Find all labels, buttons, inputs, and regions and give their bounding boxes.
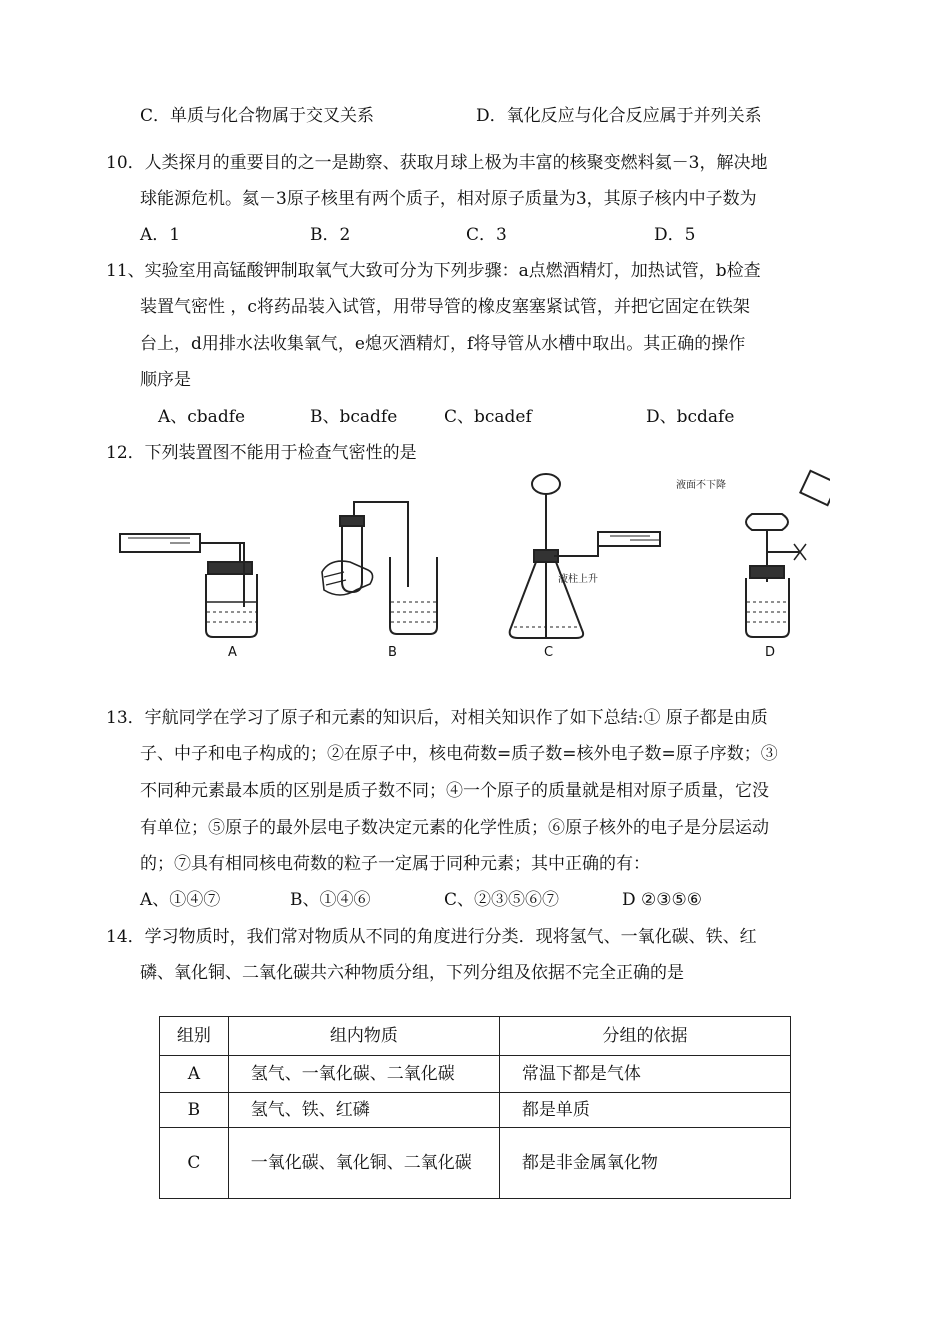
table-cell-substances: 一氧化碳、氧化铜、二氧化碳 — [228, 1128, 499, 1199]
q13-option-d: D ②③⑤⑥ — [622, 890, 702, 910]
table-cell-group: C — [160, 1128, 229, 1199]
table-row — [160, 1093, 791, 1128]
table-cell-substances: 氢气、铁、红磷 — [228, 1093, 499, 1128]
figure-label-a: A — [228, 645, 237, 660]
table-cell-basis: 都是单质 — [499, 1093, 790, 1128]
q10-option-b: B．2 — [310, 225, 351, 245]
apparatus-d — [746, 471, 830, 637]
q10-option-c: C．3 — [466, 225, 507, 245]
table-cell-substances: 氢气、一氧化碳、二氧化碳 — [228, 1056, 499, 1093]
table-header-basis: 分组的依据 — [499, 1017, 790, 1056]
figure-annotation-c: 液柱上升 — [558, 574, 598, 585]
figure-label-b: B — [388, 645, 397, 660]
apparatus-b — [322, 502, 437, 634]
table-header-group: 组别 — [160, 1017, 229, 1056]
q11-option-d: D、bcdafe — [646, 407, 735, 427]
q10-line-1: 10．人类探月的重要目的之一是勘察、获取月球上极为丰富的核聚变燃料氦－3，解决地 — [106, 153, 768, 173]
figure-label-d: D — [765, 645, 776, 660]
table-header-substances: 组内物质 — [228, 1017, 499, 1056]
q11-line-4: 顺序是 — [140, 370, 191, 390]
q14-line-2: 磷、氧化铜、二氧化碳共六种物质分组，下列分组及依据不完全正确的是 — [140, 963, 684, 983]
q13-line-4: 有单位；⑤原子的最外层电子数决定元素的化学性质；⑥原子核外的电子是分层运动 — [140, 818, 769, 838]
q10-option-d: D．5 — [654, 225, 696, 245]
table-cell-group: A — [160, 1056, 229, 1093]
q11-option-b: B、bcadfe — [310, 407, 398, 427]
apparatus-c — [510, 474, 660, 638]
table-cell-basis: 常温下都是气体 — [499, 1056, 790, 1093]
figure-annotation-d: 液面不下降 — [676, 480, 726, 491]
table-header-row — [160, 1017, 791, 1056]
q11-option-c: C、bcadef — [444, 407, 532, 427]
q13-option-a: A、①④⑦ — [140, 890, 221, 910]
q11-line-2: 装置气密性 ，c将药品装入试管，用带导管的橡皮塞塞紧试管，并把它固定在铁架 — [140, 297, 750, 317]
q9-option-c: C．单质与化合物属于交叉关系 — [140, 106, 375, 126]
q13-option-c: C、②③⑤⑥⑦ — [444, 890, 560, 910]
q14-line-1: 14．学习物质时，我们常对物质从不同的角度进行分类．现将氢气、一氧化碳、铁、红 — [106, 927, 757, 947]
q13-line-1: 13．宇航同学在学习了原子和元素的知识后，对相关知识作了如下总结:① 原子都是由质 — [106, 708, 768, 728]
table-cell-basis: 都是非金属氧化物 — [499, 1128, 790, 1199]
table-row — [160, 1056, 791, 1093]
q13-line-5: 的；⑦具有相同核电荷数的粒子一定属于同种元素；其中正确的有： — [140, 854, 650, 874]
q13-line-2: 子、中子和电子构成的；②在原子中，核电荷数=质子数=核外电子数=原子序数；③ — [140, 744, 778, 764]
q10-line-2: 球能源危机。氦－3原子核里有两个质子，相对原子质量为3，其原子核内中子数为 — [140, 189, 757, 209]
q13-line-3: 不同种元素最本质的区别是质子数不同；④一个原子的质量就是相对原子质量，它没 — [140, 781, 769, 801]
q11-line-3: 台上，d用排水法收集氧气，e熄灭酒精灯，f将导管从水槽中取出。其正确的操作 — [140, 334, 746, 354]
airtightness-apparatus-figure — [110, 462, 830, 662]
q9-option-d: D．氧化反应与化合反应属于并列关系 — [476, 106, 762, 126]
figure-label-c: C — [544, 645, 554, 660]
q10-option-a: A．1 — [140, 225, 181, 245]
q13-option-b: B、①④⑥ — [290, 890, 371, 910]
q12-line-1: 12．下列装置图不能用于检查气密性的是 — [106, 443, 417, 463]
table-cell-group: B — [160, 1093, 229, 1128]
table-row — [160, 1128, 791, 1199]
q11-line-1: 11、实验室用高锰酸钾制取氧气大致可分为下列步骤：a点燃酒精灯，加热试管，b检查 — [106, 261, 761, 281]
grouping-table — [159, 1016, 791, 1199]
apparatus-a — [120, 534, 257, 637]
q11-option-a: A、cbadfe — [158, 407, 246, 427]
